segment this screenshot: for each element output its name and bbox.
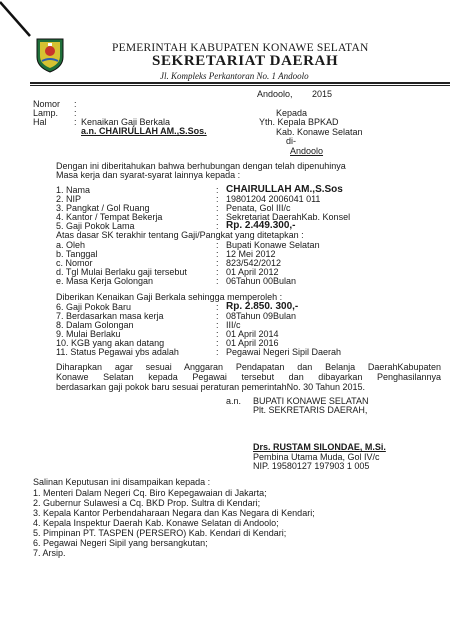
closing-line-2: Konawe Selatan kepada Pegawai tersebut dan dibayarkan Penghasilannya (56, 372, 441, 382)
employee-name-value: CHAIRULLAH AM.,S.Sos (226, 184, 343, 195)
field-label: a. Oleh (56, 240, 86, 250)
corner-mark (0, 0, 40, 40)
field-colon: : (216, 194, 219, 204)
field-value: 823/542/2012 (226, 258, 282, 268)
copy-item: 6. Pegawai Negeri Sipil yang bersangkutan; (33, 538, 208, 548)
field-label: e. Masa Kerja Golongan (56, 276, 154, 286)
new-row (56, 347, 456, 357)
new-intro: Diberikan Kenaikan Gaji Berkala sehingga memperoleh : (56, 292, 283, 302)
field-colon: : (216, 240, 219, 250)
office-name: SEKRETARIAT DAERAH (152, 53, 339, 69)
field-label: 10. KGB yang akan datang (56, 338, 165, 348)
field-value: Sekretariat DaerahKab. Konsel (226, 212, 351, 222)
signature-an: a.n. (226, 396, 242, 406)
copy-item: 5. Pimpinan PT. TASPEN (PERSERO) Kab. Kendari di Kendari; (33, 528, 287, 538)
sk-intro: Atas dasar SK terakhir tentang Gaji/Pangkat yang ditetapkan : (56, 230, 304, 240)
field-value: 08Tahun 09Bulan (226, 311, 297, 321)
field-value: 01 April 2016 (226, 338, 279, 348)
field-colon: : (216, 249, 219, 259)
field-label: 7. Berdasarkan masa kerja (56, 311, 164, 321)
signatory-nip: NIP. 19580127 197903 1 005 (253, 461, 370, 471)
field-label: 3. Pangkat / Gol Ruang (56, 203, 150, 213)
date-place: Andoolo, (257, 89, 293, 99)
field-value: 06Tahun 00Bulan (226, 276, 297, 286)
field-label: 8. Dalam Golongan (56, 320, 134, 330)
copy-item: 2. Gubernur Sulawesi a Cq. BKD Prop. Sultra di Kendari; (33, 498, 261, 508)
signature-authority: BUPATI KONAWE SELATAN (253, 396, 369, 406)
intro-line-1: Dengan ini diberitahukan bahwa berhubungan dengan telah dipenuhinya (56, 161, 346, 171)
copy-item: 7. Arsip. (33, 548, 66, 558)
intro-line-2: Masa kerja dan syarat-syarat lainnya kepada : (56, 170, 241, 180)
field-colon: : (216, 302, 219, 312)
date-year: 2015 (312, 89, 333, 99)
recipient-place: Andoolo (290, 146, 324, 156)
field-label: c. Nomor (56, 258, 93, 268)
field-colon: : (216, 338, 219, 348)
field-value: 01 April 2012 (226, 267, 279, 277)
field-colon: : (216, 221, 219, 231)
recipient-kab: Kab. Konawe Selatan (276, 127, 363, 137)
closing-line-1: Diharapkan agar sesuai Anggaran Pendapatan dan Belanja DaerahKabupaten (56, 362, 441, 372)
signatory-name: Drs. RUSTAM SILONDAE, M.Si. (253, 442, 386, 452)
field-label: 6. Gaji Pokok Baru (56, 302, 132, 312)
field-label: 4. Kantor / Tempat Bekerja (56, 212, 163, 222)
recipient-kepada: Kepada (276, 108, 308, 118)
field-colon: : (216, 258, 219, 268)
field-value: 12 Mei 2012 (226, 249, 276, 259)
closing-paragraph (56, 362, 441, 392)
recipient-yth: Yth. Kepala BPKAD (259, 117, 339, 127)
field-value: Penata, Gol III/c (226, 203, 291, 213)
field-label: b. Tanggal (56, 249, 98, 259)
nomor-colon: : (74, 99, 77, 109)
field-label: 2. NIP (56, 194, 82, 204)
letterhead-rule-thick (30, 82, 450, 84)
field-value: Bupati Konawe Selatan (226, 240, 320, 250)
field-colon: : (216, 329, 219, 339)
regency-emblem (35, 37, 65, 73)
hal-label: Hal (33, 117, 47, 127)
letterhead-rule-thin (30, 85, 450, 86)
field-colon: : (216, 267, 219, 277)
field-label: 11. Status Pegawai ybs adalah (56, 347, 179, 357)
government-name: PEMERINTAH KABUPATEN KONAWE SELATAN (112, 42, 369, 54)
field-colon: : (216, 320, 219, 330)
new-salary-value: Rp. 2.850. 300,- (226, 301, 299, 312)
nomor-label: Nomor (33, 99, 61, 109)
field-colon: : (216, 212, 219, 222)
field-colon: : (216, 276, 219, 286)
office-address: Jl. Kompleks Perkantoran No. 1 Andoolo (160, 71, 309, 81)
field-value: 19801204 2006041 011 (226, 194, 321, 204)
hal-colon: : (74, 117, 77, 127)
signatory-rank: Pembina Utama Muda, Gol IV/c (253, 452, 380, 462)
copy-item: 3. Kepala Kantor Perbendaharaan Negara dan Kas Negara di Kendari; (33, 508, 315, 518)
copy-item: 4. Kepala Inspektur Daerah Kab. Konawe Selatan di Andoolo; (33, 518, 279, 528)
field-value: 01 April 2014 (226, 329, 279, 339)
field-colon: : (216, 311, 219, 321)
field-label: 9. Mulai Berlaku (56, 329, 121, 339)
closing-line-3: berdasarkan gaji pokok baru sesuai peraturan pemerintahNo. 30 Tahun 2015. (56, 382, 366, 392)
field-value: III/c (226, 320, 241, 330)
field-label: d. Tgl Mulai Berlaku gaji tersebut (56, 267, 187, 277)
letter-date (257, 89, 333, 99)
field-colon: : (216, 203, 219, 213)
field-label: 1. Nama (56, 185, 91, 195)
lamp-label: Lamp. (33, 108, 59, 118)
copies-title: Salinan Keputusan ini disampaikan kepada : (33, 477, 211, 487)
field-colon: : (216, 347, 219, 357)
field-colon: : (216, 185, 219, 195)
hal-value: Kenaikan Gaji Berkala (81, 117, 171, 127)
lamp-colon: : (74, 108, 77, 118)
hal-employee-name: a.n. CHAIRULLAH AM.,S.Sos. (81, 126, 207, 136)
field-label: 5. Gaji Pokok Lama (56, 221, 135, 231)
signature-plt: Plt. SEKRETARIS DAERAH, (253, 405, 368, 415)
field-value: Pegawai Negeri Sipil Daerah (226, 347, 342, 357)
old-salary-value: Rp. 2.449.300,- (226, 220, 296, 231)
copy-item: 1. Menteri Dalam Negeri Cq. Biro Kepegawaian di Jakarta; (33, 488, 267, 498)
sk-row (56, 276, 456, 286)
recipient-di: di- (286, 136, 297, 146)
